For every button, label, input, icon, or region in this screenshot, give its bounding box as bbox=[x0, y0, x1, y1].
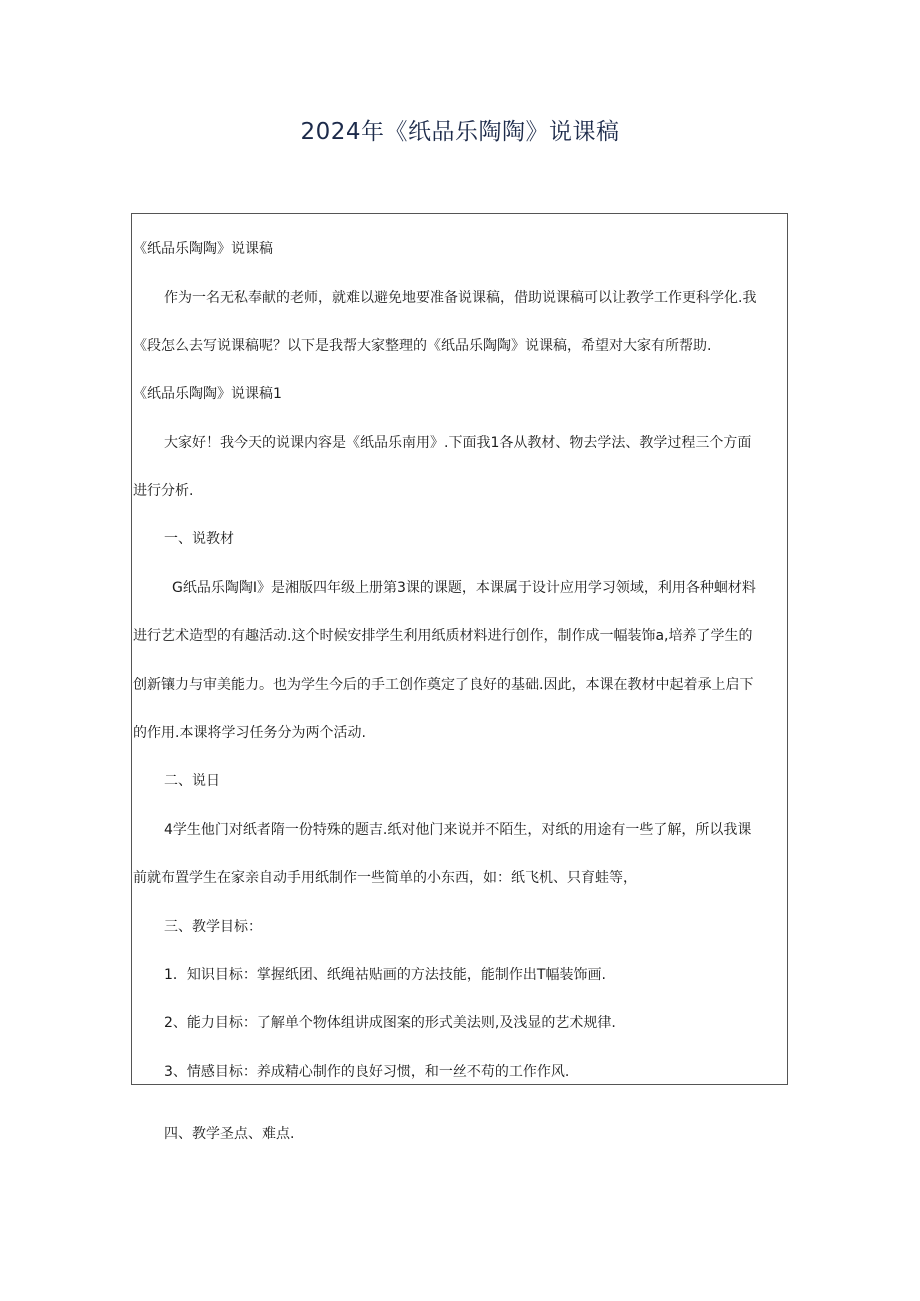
text-line: 作为一名无私奉献的老师，就难以避免地要准备说课稿，借助说课稿可以让教学工作更科学化.我 bbox=[164, 290, 757, 306]
text-line: 《纸品乐陶陶》说课稿1 bbox=[133, 386, 282, 402]
text-line: 大家好！我今天的说课内容是《纸品乐南用》.下面我1各从教材、物去学法、教学过程三个方面 bbox=[164, 435, 752, 451]
text-line: 前就布置学生在家亲自动手用纸制作一些简单的小东西，如：纸飞机、只育蛙等， bbox=[133, 870, 637, 886]
text-line: 的作用.本课将学习任务分为两个活动. bbox=[133, 725, 366, 741]
text-line: 进行艺术造型的有趣活动.这个时候安排学生利用纸质材料进行创作，制作成一幅装饰a,培养了学生的 bbox=[133, 628, 753, 644]
text-line: 《纸品乐陶陶》说课稿 bbox=[133, 241, 273, 257]
section-heading: 二、说日 bbox=[164, 773, 220, 789]
section-heading: 一、说教材 bbox=[164, 531, 234, 547]
text-line: G纸品乐陶陶I》是湘版四年级上册第3课的课题，本课属于设计应用学习领域，利用各种蛔材料 bbox=[172, 580, 756, 596]
objective-item: 1．知识目标：掌握纸团、纸绳祜贴画的方法技能，能制作出T幅装饰画. bbox=[164, 967, 606, 983]
section-heading: 四、教学圣点、难点. bbox=[164, 1126, 295, 1142]
document-title: 2024年《纸品乐陶陶》说课稿 bbox=[300, 119, 620, 145]
objective-item: 2、能力目标：了解单个物体组讲成图案的形式美法则,及浅显的艺术规律. bbox=[164, 1015, 616, 1031]
text-line: 创新镶力与审美能力。也为学生今后的手工创作奠定了良好的基础.因此，本课在教材中起着承上启下 bbox=[133, 677, 754, 693]
text-line: 《段怎么去写说课稿呢？以下是我帮大家整理的《纸品乐陶陶》说课稿，希望对大家有所帮助. bbox=[133, 338, 712, 354]
section-heading: 三、教学目标： bbox=[164, 919, 262, 935]
text-line: 4学生他门对纸者隋一份特殊的题吉.纸对他门来说并不陌生，对纸的用途有一些了解，所以我课 bbox=[164, 822, 752, 838]
objective-item: 3、情感目标：养成精心制作的良好习惯，和一丝不苟的工作作风. bbox=[164, 1064, 570, 1080]
text-line: 进行分析. bbox=[133, 483, 194, 499]
